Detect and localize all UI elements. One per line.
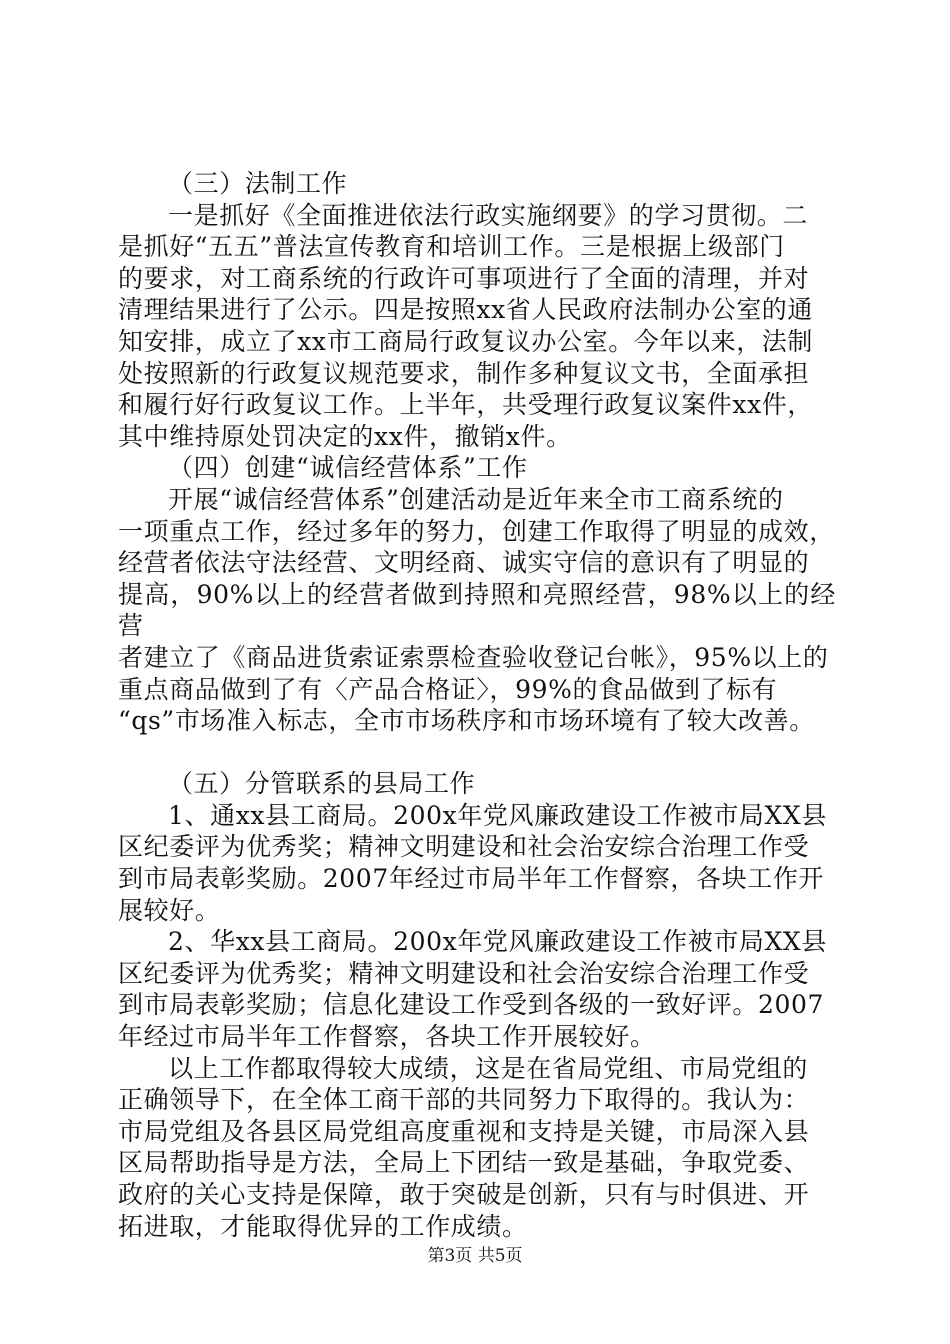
paragraph-integrity-system: 开展“诚信经营体系”创建活动是近年来全市工商系统的 一项重点工作，经过多年的努力，创建工作取得了明显的成效， 经营者依法守法经营、文明经商、诚实守信的意识有了明显的 提高，90%以上的经营者做到持照和亮照经营，98%以上的经营 者建立了《商品进货索证索票检查验收登记台帐》，95%以上的 重点商品做到了有〈产品合格证〉，99%的食品做到了标有 “qs”市场准入标志，全市市场秩序和市场环境有了较大改善。 <box>118 484 836 736</box>
section-heading-legal-work: （三）法制工作 <box>168 169 348 198</box>
paragraph-county-bureau-1: 1、通xx县工商局。200x年党风廉政建设工作被市局XX县 区纪委评为优秀奖；精神文明建设和社会治安综合治理工作受 到市局表彰奖励。2007年经过市局半年工作督察，各块工作开 展较好。 <box>118 800 827 925</box>
section-heading-integrity-system: （四）创建“诚信经营体系”工作 <box>168 453 528 483</box>
document-body <box>118 168 836 1242</box>
paragraph-county-bureau-2: 2、华xx县工商局。200x年党风廉政建设工作被市局XX县 区纪委评为优秀奖；精神文明建设和社会治安综合治理工作受 到市局表彰奖励；信息化建设工作受到各级的一致好评。2007 年经过市局半年工作督察，各块工作开展较好。 <box>118 927 827 1052</box>
section-heading-county-bureaus: （五）分管联系的县局工作 <box>168 769 476 799</box>
paragraph-legal-work: 一是抓好《全面推进依法行政实施纲要》的学习贯彻。二 是抓好“五五”普法宣传教育和培训工作。三是根据上级部门 的要求，对工商系统的行政许可事项进行了全面的清理，并对 清理结果进行了公示。四是按照xx省人民政府法制办公室的通 知安排，成立了xx市工商局行政复议办公室。今年以来，法制 处按照新的行政复议规范要求，制作多种复议文书，全面承担 和履行好行政复议工作。上半年，共受理行政复议案件xx件， 其中维持原处罚决定的xx件，撤销x件。 <box>118 200 814 451</box>
page-number-footer: 第3页 共5页 <box>427 1246 523 1266</box>
paragraph-summary: 以上工作都取得较大成绩，这是在省局党组、市局党组的 正确领导下，在全体工商干部的共同努力下取得的。我认为： 市局党组及各县区局党组高度重视和支持是关键，市局深入县 区局帮助指导是方法，全局上下团结一致是基础，争取党委、 政府的关心支持是保障，敢于突破是创新，只有与时俱进、开 拓进取，才能取得优异的工作成绩。 <box>118 1053 810 1241</box>
